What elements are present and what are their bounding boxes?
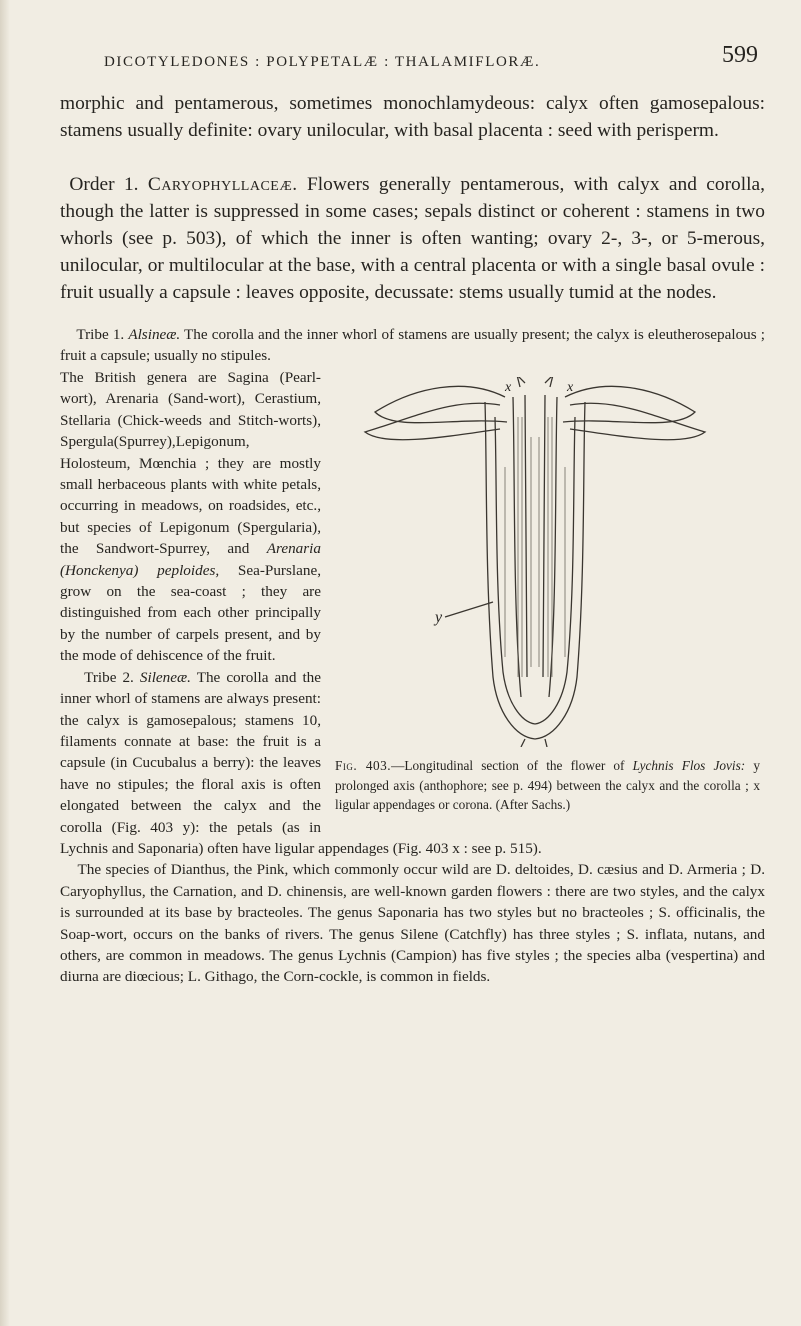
arenaria-peploides: Arenaria (Honckenya) peploides, [60,540,321,579]
running-head: DICOTYLEDONES : POLYPETALÆ : THALAMIFLORÆ. [104,54,541,70]
wrapped-section [60,367,765,988]
intro-text: morphic and pentamerous, sometimes monochlamydeous: calyx often gamosepalous: stamens usually definite: ovary unilocular, with basal placenta : seed with perisperm. [60,93,765,141]
label-x-right: x [567,380,574,395]
page-edge-shadow [0,0,10,1326]
figure-caption [335,756,760,815]
tribe-2-name: Sileneæ. [139,668,191,686]
intro-paragraph [60,91,765,145]
label-y: y [435,609,443,626]
tribe-1-label: Tribe 1. [76,326,125,343]
caption-species: Lychnis Flos Jovis: [632,758,746,773]
tribe-1-text: The corolla and the inner whorl of stamens are usually present; the calyx is eleutherosepalous ; fruit a capsule; usually no stipules. [60,326,765,365]
page-header [60,42,758,80]
tribe-1-paragraph [60,324,765,367]
tribe-2-text: The corolla and the inner whorl of stamens are always present: the calyx is gamosepalous; stamens 10, filaments connate at base: the fruit is a capsule (in Cucubalus a berry): the leaves have no stipules; the floral axis is often elongated between the calyx and the corolla (Fig. 403 y): the petals (as in Lychnis and Saponaria) often have ligular appendages (Fig. 403 x : see p. 515). [60,668,542,857]
british-genera-text-1: The British genera are Sagina (Pearl-wort), Arenaria (Sand-wort), Cerastium, Stellaria (Chick-weeds and Stitch-worts), Spergula(Spurrey),Lepigonum, Holosteum, Mœnchia ; they are mostly small herbaceous plants with white petals, occurring in meadows, on roadsides, etc., but species of Lepigonum (Spergularia), the Sandwort-Spurrey, and [60,369,321,558]
caption-label: Fig. 403. [335,758,392,773]
page-number: 599 [722,42,758,68]
caption-rest: —Longitudinal section of the flower of [391,758,625,773]
order-1-label: Order 1. [69,174,139,195]
order-1-paragraph [60,172,765,307]
dianthus-paragraph [60,859,765,987]
british-genera-text-2: Sea-Purslane, grow on the sea-coast ; they are distinguished from each other principally by the number of carpels present, and by the mode of dehiscence of the fruit. [60,561,321,665]
order-1-text: Flowers generally pentamerous, with calyx and corolla, though the latter is suppressed in some cases; sepals distinct or coherent : stamens in two whorls (see p. 503), of which the inner is often wanting; ovary 2-, 3-, or 5-merous, unilocular, or multilocular at the base, with a central placenta or with a single basal ovule : fruit usually a capsule : leaves opposite, decussate: stems usually tumid at the nodes. [60,174,765,303]
figure-403 [335,367,765,833]
label-x-left: x [505,380,512,395]
flower-section-illustration [335,377,765,747]
dianthus-text: The species of Dianthus, the Pink, which commonly occur wild are D. deltoides, D. cæsius and D. Armeria ; D. Caryophyllus, the Carnation, and D. chinensis, are well-known garden flowers : there are two styles, and the calyx is surrounded at its base by bracteoles. The genus Saponaria has two styles but no bracteoles ; S. officinalis, the Soap-wort, occurs on the banks of rivers. The genus Silene (Catchfly) has three styles ; S. inflata, nutans, and others, are common in meadows. The genus Lychnis (Campion) has five styles ; the species alba (vespertina) and diurna are diœcious; L. Githago, the Corn-cockle, is common in fields. [60,861,765,986]
tribe-1-name: Alsineæ. [128,326,181,343]
order-1-name: Caryophyllaceæ. [147,174,298,195]
caption-text: y prolonged axis (anthophore; see p. 494) between the calyx and the corolla ; x ligular appendages or corona. (After Sachs.) [335,758,760,812]
tribe-2-label: Tribe 2. [84,668,134,686]
